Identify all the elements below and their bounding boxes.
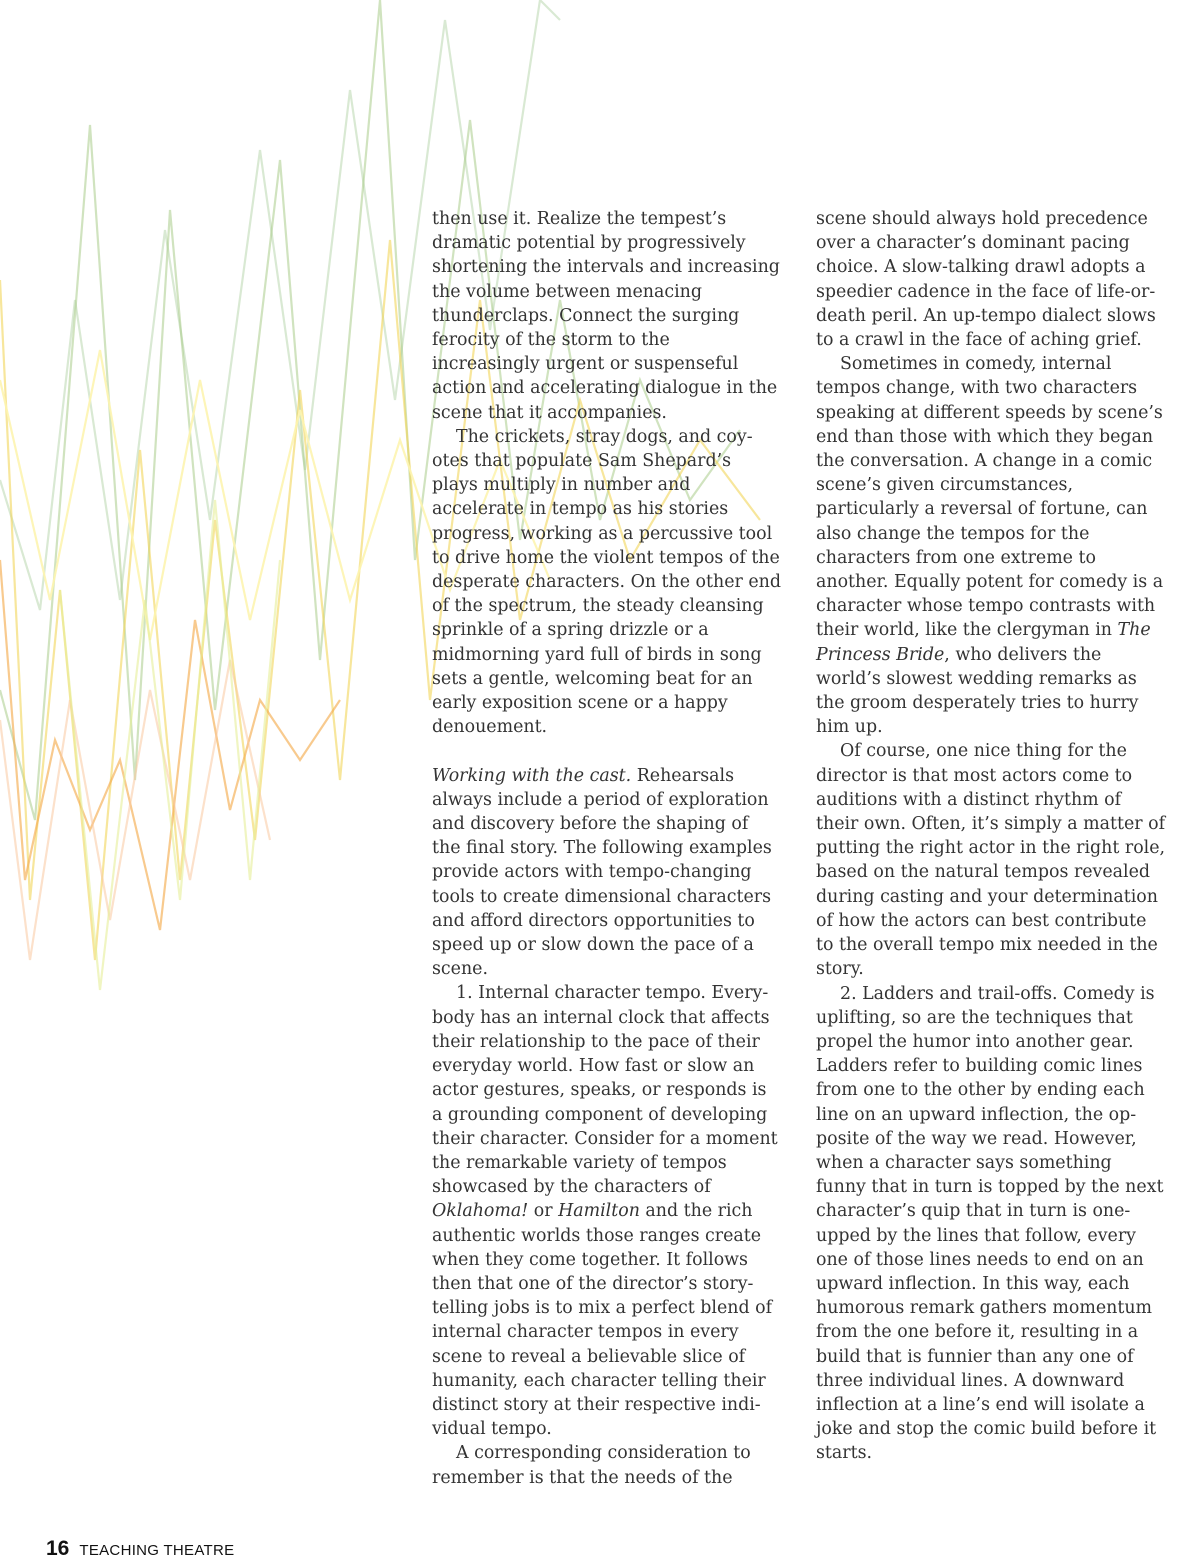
paragraph: then use it. Realize the tempest’s dramatic potential by progressively shortening the intervals and increasing the volume between menacing thunderclaps. Connect the surging ferocity of the storm to the increasingly urgent or suspenseful action and accelerating dialogue in the scene that it accompanies. [432,209,780,423]
page-footer [46,1537,234,1561]
paragraph: Sometimes in comedy, internal tempos change, with two characters speaking at different speeds by scene’s end than those with which they began the conversation. A change in a comic scene’s given circumstances, particularly a reversal of fortune, can also change the tempos for the characters from one extreme to another. Equally potent for comedy is a character whose tempo contrasts with their world, like the clergyman in The Princess Bride, who delivers the world’s slowest wedding remarks as the groom desperately tries to hurry him up. [816,354,1164,738]
paragraph: The crickets, stray dogs, and coyotes that populate Sam Shepard’s plays multiply in number and accelerate in tempo as his stories progress, working as a percussive tool to drive home the violent tempos of the desperate characters. On the other end of the spectrum, the steady cleansing sprinkle of a spring drizzle or a midmorning yard full of birds in song sets a gentle, welcoming beat for an early exposition scene or a happy denouement. [432,426,781,738]
paragraph: 2. Ladders and trail-offs. Comedy is uplifting, so are the techniques that propel the humor into another gear. Ladders refer to building comic lines from one to the other by ending each line on an upward inflection, the opposite of the way we read. However, when a character says something funny that in turn is topped by the next character’s quip that in turn is one-upped by the lines that follow, every one of those lines needs to end on an upward inflection. In this way, each humorous remark gathers momentum from the one before it, resulting in a build that is funnier than any one of three individual lines. A downward inflection at a line’s end will isolate a joke and stop the comic build before it starts. [816,983,1164,1464]
title-hamilton: Hamilton [558,1201,640,1222]
paragraph: A corresponding consideration to remember is that the needs of the [432,1443,751,1488]
text-column-right [816,207,1166,1466]
title-princess-bride: The Princess Bride [816,620,1151,665]
paragraph: scene should always hold precedence over a character’s dominant pacing choice. A slow-talking drawl adopts a speedier cadence in the face of life-or-death peril. An up-tempo dialect slows to a crawl in the face of aching grief. [816,209,1156,351]
paragraph: Of course, one nice thing for the director is that most actors come to auditions with a distinct rhythm of their own. Often, it’s simply a matter of putting the right actor in the right role, based on the natural tempos revealed during casting and your determination of how the actors can best contribute to the overall tempo mix needed in the story. [816,741,1166,980]
subhead-working-with-the-cast: Working with the cast. [432,765,632,786]
paragraph: 1. Internal character tempo. Everybody has an internal clock that affects their relationship to the pace of their everyday world. How fast or slow an actor gestures, speaks, or responds is a grounding component of developing their character. Consider for a moment the remarkable variety of tempos showcased by the characters of Oklahoma! or Hamilton and the rich authentic worlds those ranges create when they come together. It follows then that one of the director’s storytelling jobs is to mix a perfect blend of internal character tempos in every scene to reveal a believable slice of humanity, each character telling their distinct story at their respective individual tempo. [432,983,778,1440]
title-oklahoma: Oklahoma! [432,1201,529,1222]
page-number: 16 [46,1537,70,1560]
paragraph: Working with the cast. Rehearsals always include a period of exploration and discovery before the shaping of the final story. The following examples provide actors with tempo-changing tools to create dimensional characters and afford directors opportunities to speed up or slow down the pace of a scene. [432,765,772,980]
text-column-left [432,207,782,1490]
magazine-name: TEACHING THEATRE [79,1542,235,1559]
